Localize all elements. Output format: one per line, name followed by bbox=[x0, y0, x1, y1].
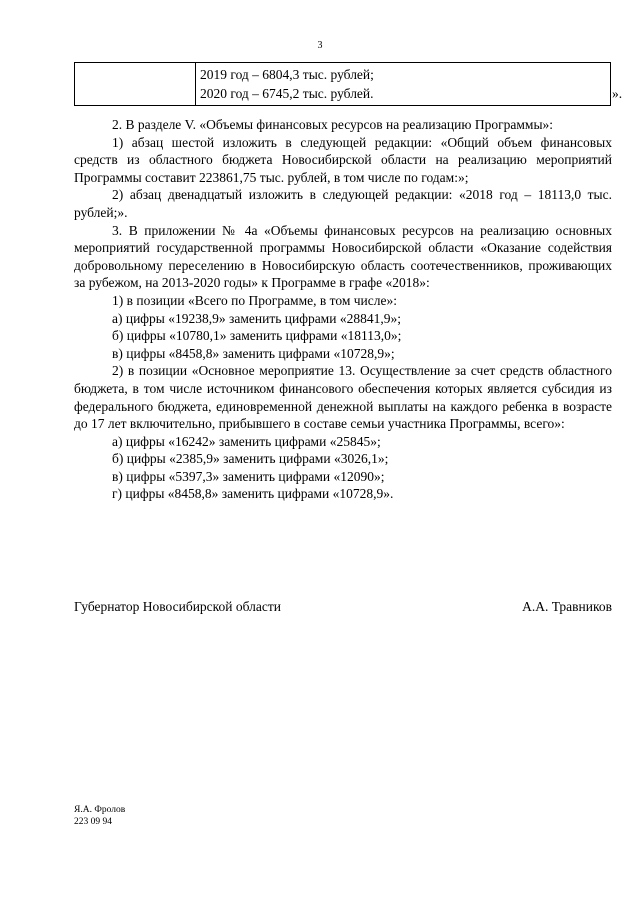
paragraph: а) цифры «19238,9» заменить цифрами «28841,9»; bbox=[112, 310, 401, 326]
signatory-name: А.А. Травников bbox=[522, 599, 612, 614]
paragraph: 2) абзац двенадцатый изложить в следующей редакции: «2018 год – 18113,0 тыс. рублей;». bbox=[74, 187, 612, 220]
paragraph: а) цифры «16242» заменить цифрами «25845»; bbox=[112, 433, 381, 449]
paragraph: 3. В приложении № 4а «Объемы финансовых ресурсов на реализацию основных мероприятий государственной программы Новосибирской области «Оказание содействия добровольному переселению в Новосибирскую область соотечественников, проживающих за рубежом, на 2013-2020 годы» к Программе в графе «2018»: bbox=[74, 222, 612, 291]
paragraph: 2) в позиции «Основное мероприятие 13. Осуществление за счет средств областного бюджета, в том числе источником финансового обеспечения которых является субсидия из федерального бюджета, единовременной денежной выплаты на каждого ребенка в возрасте до 17 лет включительно, прибывшего в составе семьи участника Программы, всего»: bbox=[74, 363, 612, 432]
signatory-title: Губернатор Новосибирской области bbox=[74, 599, 282, 614]
executor-phone: 223 09 94 bbox=[74, 817, 112, 827]
budget-table bbox=[74, 62, 611, 106]
footer-contact bbox=[74, 804, 125, 828]
paragraph: б) цифры «10780,1» заменить цифрами «18113,0»; bbox=[112, 328, 402, 344]
paragraph: б) цифры «2385,9» заменить цифрами «3026,1»; bbox=[112, 451, 389, 467]
document-body bbox=[74, 116, 612, 503]
table-cell-years bbox=[196, 63, 611, 106]
paragraph: г) цифры «8458,8» заменить цифрами «10728,9». bbox=[112, 486, 394, 502]
paragraph: в) цифры «8458,8» заменить цифрами «10728,9»; bbox=[112, 345, 395, 361]
paragraph: в) цифры «5397,3» заменить цифрами «12090»; bbox=[112, 468, 385, 484]
table-cell-empty bbox=[75, 63, 196, 106]
year-line-2019: 2019 год – 6804,3 тыс. рублей; bbox=[200, 67, 374, 82]
signature-block bbox=[74, 599, 612, 615]
year-line-2020: 2020 год – 6745,2 тыс. рублей. bbox=[200, 86, 374, 101]
table-row bbox=[75, 63, 611, 106]
closing-quote: ». bbox=[612, 86, 623, 101]
paragraph: 2. В разделе V. «Объемы финансовых ресурсов на реализацию Программы»: bbox=[112, 117, 554, 132]
paragraph: 1) абзац шестой изложить в следующей редакции: «Общий объем финансовых средств из областного бюджета Новосибирской области на реализацию мероприятий Программы составит 223861,75 тыс. рублей, в том числе по годам:»; bbox=[74, 134, 612, 185]
page-number: 3 bbox=[317, 40, 323, 51]
executor-name: Я.А. Фролов bbox=[74, 805, 126, 815]
paragraph: 1) в позиции «Всего по Программе, в том числе»: bbox=[112, 292, 398, 308]
